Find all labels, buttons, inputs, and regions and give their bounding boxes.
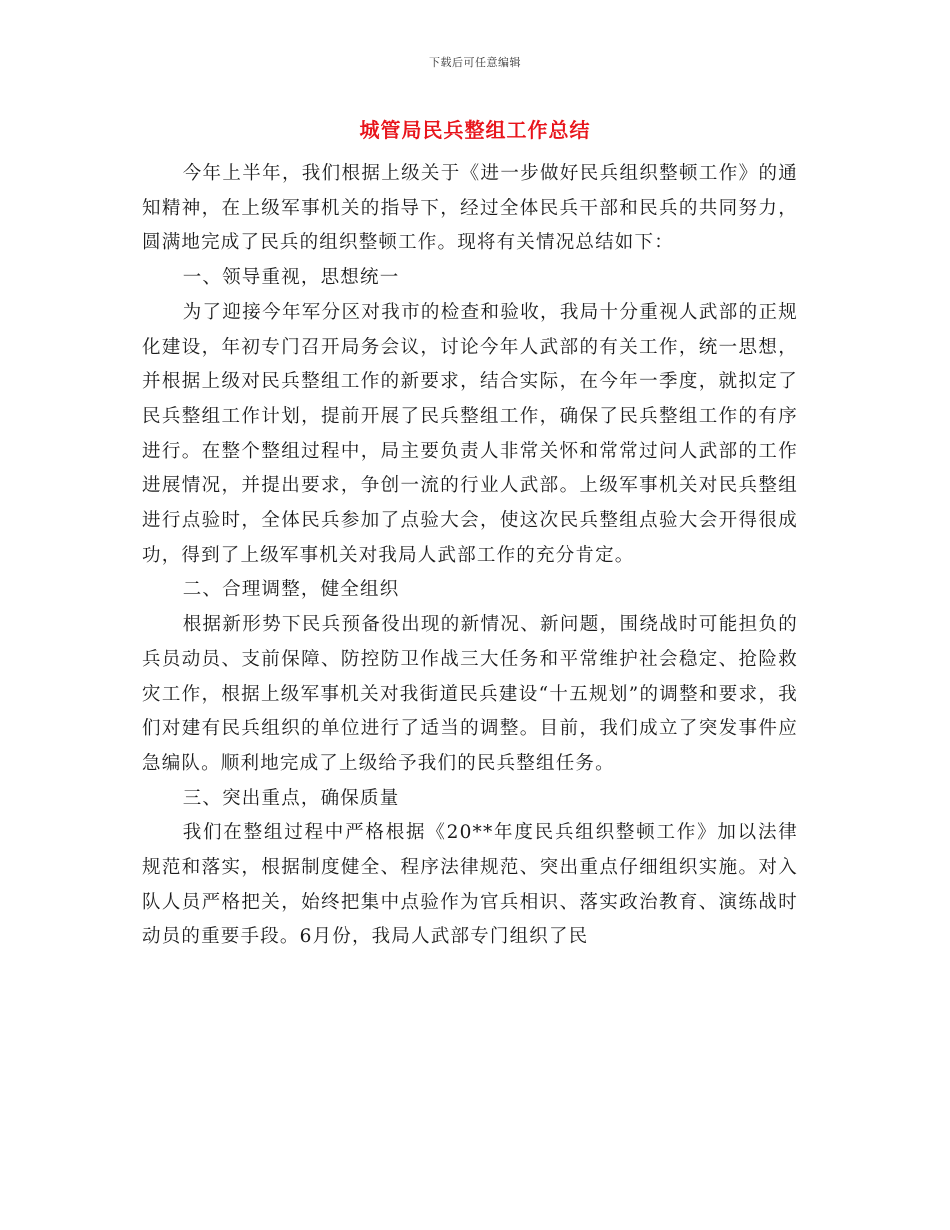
section-2-paragraph: 根据新形势下民兵预备役出现的新情况、新问题，围绕战时可能担负的兵员动员、支前保障、防控防卫作战三大任务和平常维护社会稳定、抢险救灾工作，根据上级军事机关对我街道民兵建设“十五规划”的调整和要求，我们对建有民兵组织的单位进行了适当的调整。目前，我们成立了突发事件应急编队。顺利地完成了上级给予我们的民兵整组任务。 [142, 614, 798, 774]
section-heading-3: 三、突出重点，确保质量 [182, 787, 400, 809]
document-title: 城管局民兵整组工作总结 [359, 118, 591, 142]
intro-paragraph: 今年上半年，我们根据上级关于《进一步做好民兵组织整顿工作》的通知精神，在上级军事机关的指导下，经过全体民兵干部和民兵的共同努力，圆满地完成了民兵的组织整顿工作。现将有关情况总结如下： [142, 163, 798, 254]
section-heading-1: 一、领导重视，思想统一 [182, 267, 400, 289]
document-body [142, 157, 798, 955]
section-3-paragraph: 我们在整组过程中严格根据《20**年度民兵组织整顿工作》加以法律规范和落实，根据制度健全、程序法律规范、突出重点仔细组织实施。对入队人员严格把关，始终把集中点验作为官兵相识、落实政治教育、演练战时动员的重要手段。6月份，我局人武部专门组织了民 [142, 822, 798, 948]
page-header-note: 下载后可任意编辑 [429, 56, 521, 69]
section-1-paragraph: 为了迎接今年军分区对我市的检查和验收，我局十分重视人武部的正规化建设，年初专门召开局务会议，讨论今年人武部的有关工作，统一思想，并根据上级对民兵整组工作的新要求，结合实际，在今年一季度，就拟定了民兵整组工作计划，提前开展了民兵整组工作，确保了民兵整组工作的有序进行。在整个整组过程中，局主要负责人非常关怀和常常过问人武部的工作进展情况，并提出要求，争创一流的行业人武部。上级军事机关对民兵整组进行点验时，全体民兵参加了点验大会，使这次民兵整组点验大会开得很成功，得到了上级军事机关对我局人武部工作的充分肯定。 [142, 301, 798, 566]
section-heading-2: 二、合理调整，健全组织 [182, 579, 400, 601]
